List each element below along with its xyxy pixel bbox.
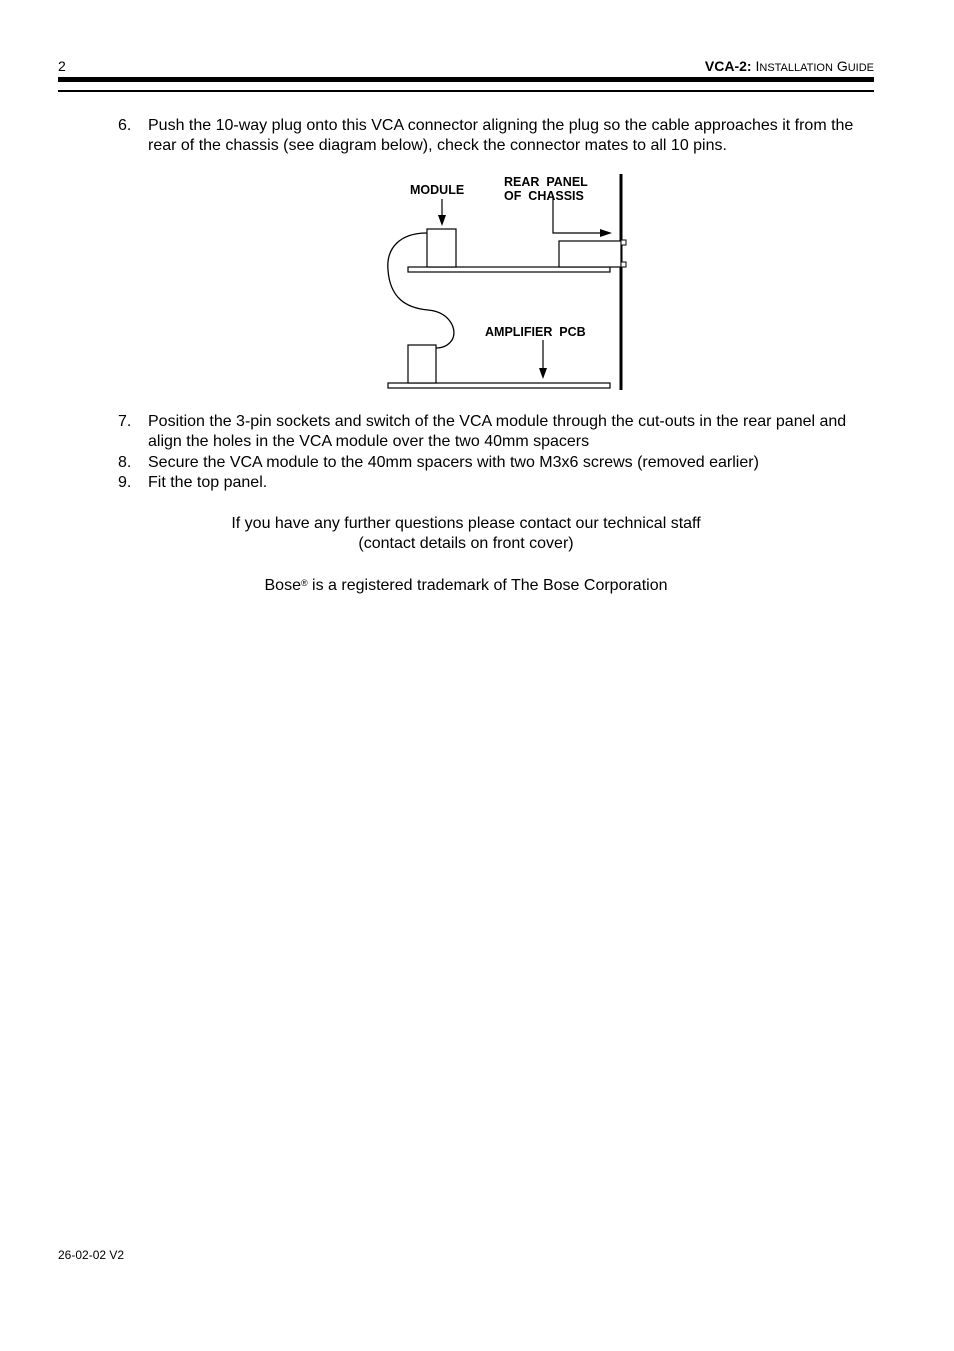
registered-symbol: ®: [300, 578, 308, 588]
step-number: 7.: [118, 413, 132, 430]
module-label: MODULE: [410, 183, 465, 197]
step-text: Secure the VCA module to the 40mm spacers with two M3x6 screws (removed earlier): [148, 454, 759, 471]
step-text: Push the 10-way plug onto this VCA connector aligning the plug so the cable approaches it from the rear of the chassis (see diagram below), check the connector mates to all 10 pins.: [148, 117, 854, 154]
step-6: [118, 116, 878, 156]
contact-line-2: (contact details on front cover): [358, 535, 574, 552]
amplifier-arrow-head: [539, 368, 547, 379]
title-product: VCA-2:: [704, 58, 752, 74]
rear-panel-label-1: REAR PANEL: [504, 175, 588, 189]
step-text: Fit the top panel.: [148, 474, 268, 491]
step-number: 8.: [118, 454, 132, 471]
amplifier-pcb-label: AMPLIFIER PCB: [485, 325, 586, 339]
step-8: [118, 453, 878, 473]
amplifier-connector: [408, 345, 436, 383]
header-rule-thin: [58, 90, 874, 92]
trademark-brand: Bose: [264, 577, 301, 594]
amplifier-pcb: [388, 383, 610, 388]
step-7: [118, 412, 878, 452]
rear-panel-arrow-head: [600, 229, 612, 237]
rear-connector: [559, 241, 621, 267]
connector-diagram: [380, 170, 640, 395]
header-rule-thick: [58, 77, 874, 82]
rear-pin-bottom: [621, 262, 626, 267]
document-version: 26-02-02 V2: [58, 1248, 125, 1262]
rear-pin-top: [621, 240, 626, 245]
step-number: 9.: [118, 474, 132, 491]
module-block: [427, 229, 456, 267]
step-text: Position the 3-pin sockets and switch of the VCA module through the cut-outs in the rear panel and align the holes in the VCA module over the two 40mm spacers: [148, 413, 847, 450]
upper-pcb: [408, 267, 610, 272]
step-number: 6.: [118, 117, 132, 134]
trademark-text: is a registered trademark of The Bose Corporation: [307, 577, 668, 594]
step-9: [118, 473, 878, 493]
rear-panel-arrow-line: [553, 198, 602, 233]
module-arrow-head: [438, 215, 446, 226]
trademark-notice: [0, 576, 932, 596]
rear-panel-label-2: OF CHASSIS: [504, 189, 584, 203]
contact-line-1: If you have any further questions please contact our technical staff: [231, 515, 701, 532]
document-title: VCA-2: INSTALLATION GUIDE: [704, 58, 874, 74]
page-number: 2: [58, 58, 66, 74]
